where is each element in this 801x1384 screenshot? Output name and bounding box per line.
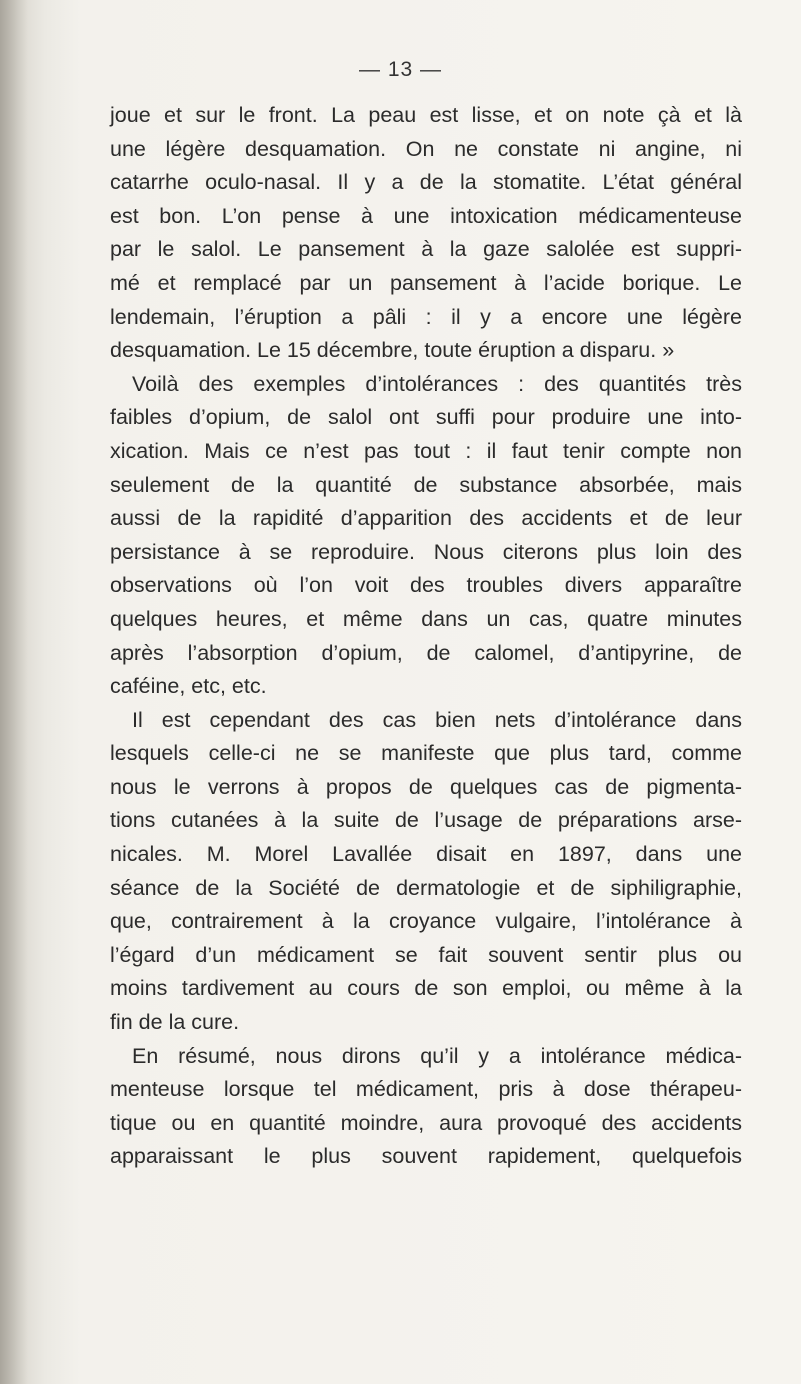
text-line: catarrhe oculo-nasal. Il y a de la stomatite. L’état général [110, 170, 742, 195]
text-line: observations où l’on voit des troubles divers apparaître [110, 573, 742, 598]
text-line: séance de la Société de dermatologie et de siphiligraphie, [110, 875, 742, 900]
text-line: lesquels celle-ci ne se manifeste que plus tard, comme [110, 741, 742, 766]
paragraph-start-line: En résumé, nous dirons qu’il y a intolérance médica- [132, 1043, 742, 1068]
text-line: nous le verrons à propos de quelques cas de pigmenta- [110, 774, 742, 799]
text-line: lendemain, l’éruption a pâli : il y a encore une légère [110, 304, 742, 329]
text-line: xication. Mais ce n’est pas tout : il faut tenir compte non [110, 438, 742, 463]
text-line: caféine, etc, etc. [110, 674, 267, 699]
text-line: aussi de la rapidité d’apparition des accidents et de leur [110, 506, 742, 531]
text-line: mé et remplacé par un pansement à l’acide borique. Le [110, 270, 742, 295]
text-line: joue et sur le front. La peau est lisse, et on note çà et là [110, 103, 742, 127]
paragraph-start-line: Voilà des exemples d’intolérances : des quantités très [132, 371, 742, 396]
text-line: seulement de la quantité de substance absorbée, mais [110, 472, 742, 497]
text-line: quelques heures, et même dans un cas, quatre minutes [110, 606, 742, 631]
text-line: est bon. L’on pense à une intoxication médicamenteuse [110, 203, 742, 228]
text-line: l’égard d’un médicament se fait souvent sentir plus ou [110, 942, 742, 967]
text-line: persistance à se reproduire. Nous citerons plus loin des [110, 539, 742, 564]
body-text [110, 99, 742, 1174]
page-edge-shadow [0, 0, 28, 1384]
text-line: que, contrairement à la croyance vulgaire, l’intolérance à [110, 909, 742, 934]
text-line: nicales. M. Morel Lavallée disait en 1897, dans une [110, 842, 742, 867]
paragraph-start-line: Il est cependant des cas bien nets d’intolérance dans [132, 707, 742, 732]
page-number: — 13 — [358, 58, 443, 81]
text-line: menteuse lorsque tel médicament, pris à dose thérapeu- [110, 1077, 742, 1102]
text-line: tions cutanées à la suite de l’usage de préparations arse- [110, 808, 742, 833]
text-line: après l’absorption d’opium, de calomel, d’antipyrine, de [110, 640, 742, 665]
text-line: moins tardivement au cours de son emploi, ou même à la [110, 976, 742, 1001]
text-line: une légère desquamation. On ne constate ni angine, ni [110, 136, 742, 161]
text-line: apparaissant le plus souvent rapidement, quelquefois [110, 1144, 742, 1169]
text-line: fin de la cure. [110, 1010, 240, 1035]
text-line: desquamation. Le 15 décembre, toute éruption a disparu. » [110, 338, 675, 363]
text-line: tique ou en quantité moindre, aura provoqué des accidents [110, 1110, 742, 1135]
text-line: faibles d’opium, de salol ont suffi pour produire une into- [110, 405, 742, 430]
text-line: par le salol. Le pansement à la gaze salolée est suppri- [110, 237, 742, 262]
